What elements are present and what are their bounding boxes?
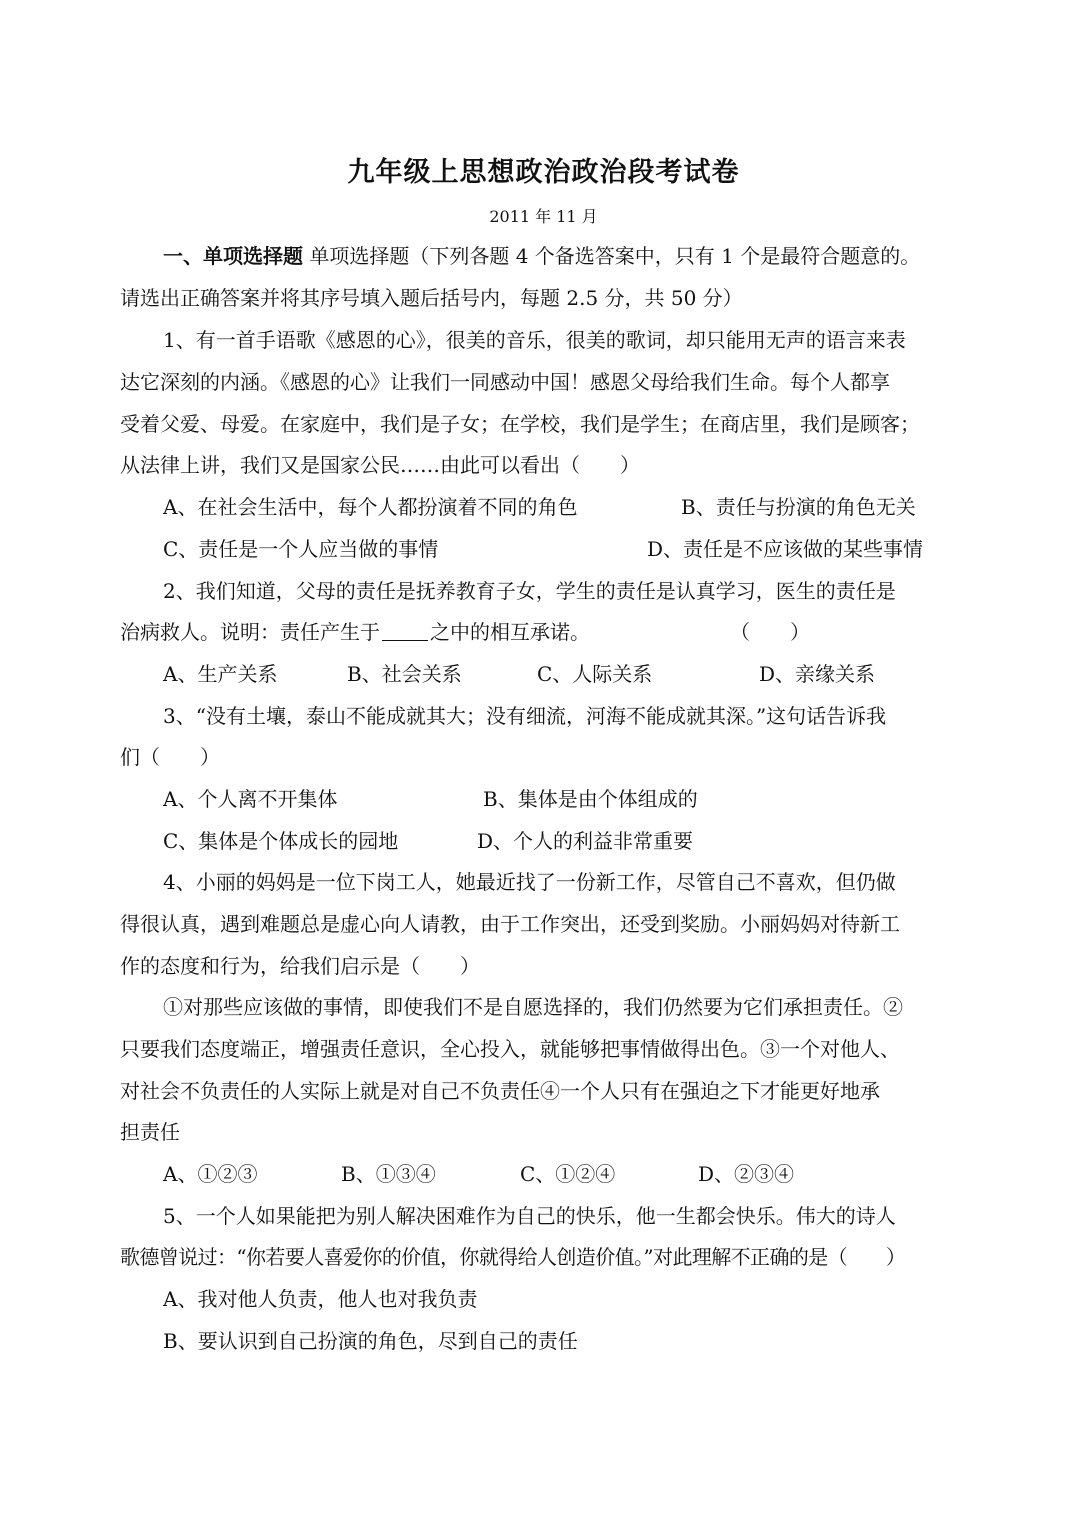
q4-line-3: 作的态度和行为，给我们启示是（ ） — [120, 954, 480, 978]
q4-statement-line-2: 只要我们态度端正，增强责任意识，全心投入，就能够把事情做得出色。③一个对他人、 — [120, 1037, 900, 1061]
q2-line-1: 2、我们知道，父母的责任是抚养教育子女，学生的责任是认真学习，医生的责任是 — [163, 579, 896, 603]
q2-line-2 — [120, 618, 980, 646]
section-heading: 一、单项选择题 — [163, 244, 303, 268]
q3-option-d: D、个人的利益非常重要 — [477, 829, 694, 853]
q4-line-1: 4、小丽的妈妈是一位下岗工人，她最近找了一份新工作，尽管自己不喜欢，但仍做 — [163, 870, 896, 894]
q1-line-3: 受着父爱、母爱。在家庭中，我们是子女；在学校，我们是学生；在商店里，我们是顾客； — [120, 412, 920, 436]
q4-statement-line-4: 担责任 — [120, 1120, 180, 1144]
q2-option-c: C、人际关系 — [537, 662, 653, 686]
q3-line-2: 们（ ） — [120, 745, 220, 769]
q1-option-d: D、责任是不应该做的某些事情 — [647, 537, 924, 561]
q4-line-2: 得很认真，遇到难题总是虚心向人请教，由于工作突出，还受到奖励。小丽妈妈对待新工 — [120, 912, 900, 936]
q4-statement-line-1: ①对那些应该做的事情，即使我们不是自愿选择的，我们仍然要为它们承担责任。② — [163, 995, 903, 1019]
q2-line-2-after: 之中的相互承诺。 — [430, 620, 590, 644]
q4-option-c: C、①②④ — [520, 1162, 616, 1186]
q4-option-d: D、②③④ — [698, 1162, 795, 1186]
q2-line-2-before: 治病救人。说明：责任产生于 — [120, 620, 380, 644]
q3-option-a: A、个人离不开集体 — [163, 787, 338, 811]
q5-line-2: 歌德曾说过：“你若要人喜爱你的价值，你就得给人创造价值。”对此理解不正确的是（ ） — [120, 1245, 906, 1269]
q2-option-d: D、亲缘关系 — [759, 662, 876, 686]
q1-option-b: B、责任与扮演的角色无关 — [681, 495, 916, 519]
q2-option-b: B、社会关系 — [347, 662, 462, 686]
q2-option-a: A、生产关系 — [163, 662, 278, 686]
q4-statement-line-3: 对社会不负责任的人实际上就是对自己不负责任④一个人只有在强迫之下才能更好地承 — [120, 1079, 880, 1103]
exam-title: 九年级上思想政治政治段考试卷 — [347, 157, 740, 188]
q1-option-c: C、责任是一个人应当做的事情 — [163, 537, 439, 561]
section-intro-text: 单项选择题（下列各题 4 个备选答案中，只有 1 个是最符合题意的。 — [309, 244, 921, 268]
exam-date: 2011 年 11 月 — [489, 207, 598, 226]
q5-option-a: A、我对他人负责，他人也对我负责 — [163, 1287, 478, 1311]
q1-line-1: 1、有一首手语歌《感恩的心》，很美的音乐，很美的歌词，却只能用无声的语言来表 — [163, 328, 906, 352]
q5-line-1: 5、一个人如果能把为别人解决困难作为自己的快乐，他一生都会快乐。伟大的诗人 — [163, 1204, 896, 1228]
q5-option-b: B、要认识到自己扮演的角色，尽到自己的责任 — [163, 1329, 578, 1353]
q3-option-c: C、集体是个体成长的园地 — [163, 829, 399, 853]
q2-answer-bracket: （ ） — [730, 620, 810, 644]
q1-line-2: 达它深刻的内涵。《感恩的心》让我们一同感动中国！感恩父母给我们生命。每个人都享 — [120, 370, 890, 394]
q1-option-a: A、在社会生活中，每个人都扮演着不同的角色 — [163, 495, 578, 519]
q4-option-a: A、①②③ — [163, 1162, 258, 1186]
section-intro-line-1 — [163, 242, 983, 270]
q1-line-4: 从法律上讲，我们又是国家公民……由此可以看出（ ） — [120, 453, 640, 477]
q3-option-b: B、集体是由个体组成的 — [483, 787, 698, 811]
q3-line-1: 3、“没有土壤，泰山不能成就其大；没有细流，河海不能成就其深。”这句话告诉我 — [163, 704, 887, 728]
section-intro-line-2: 请选出正确答案并将其序号填入题后括号内，每题 2.5 分，共 50 分） — [120, 286, 743, 310]
q2-fill-blank — [382, 620, 428, 641]
q4-option-b: B、①③④ — [341, 1162, 436, 1186]
